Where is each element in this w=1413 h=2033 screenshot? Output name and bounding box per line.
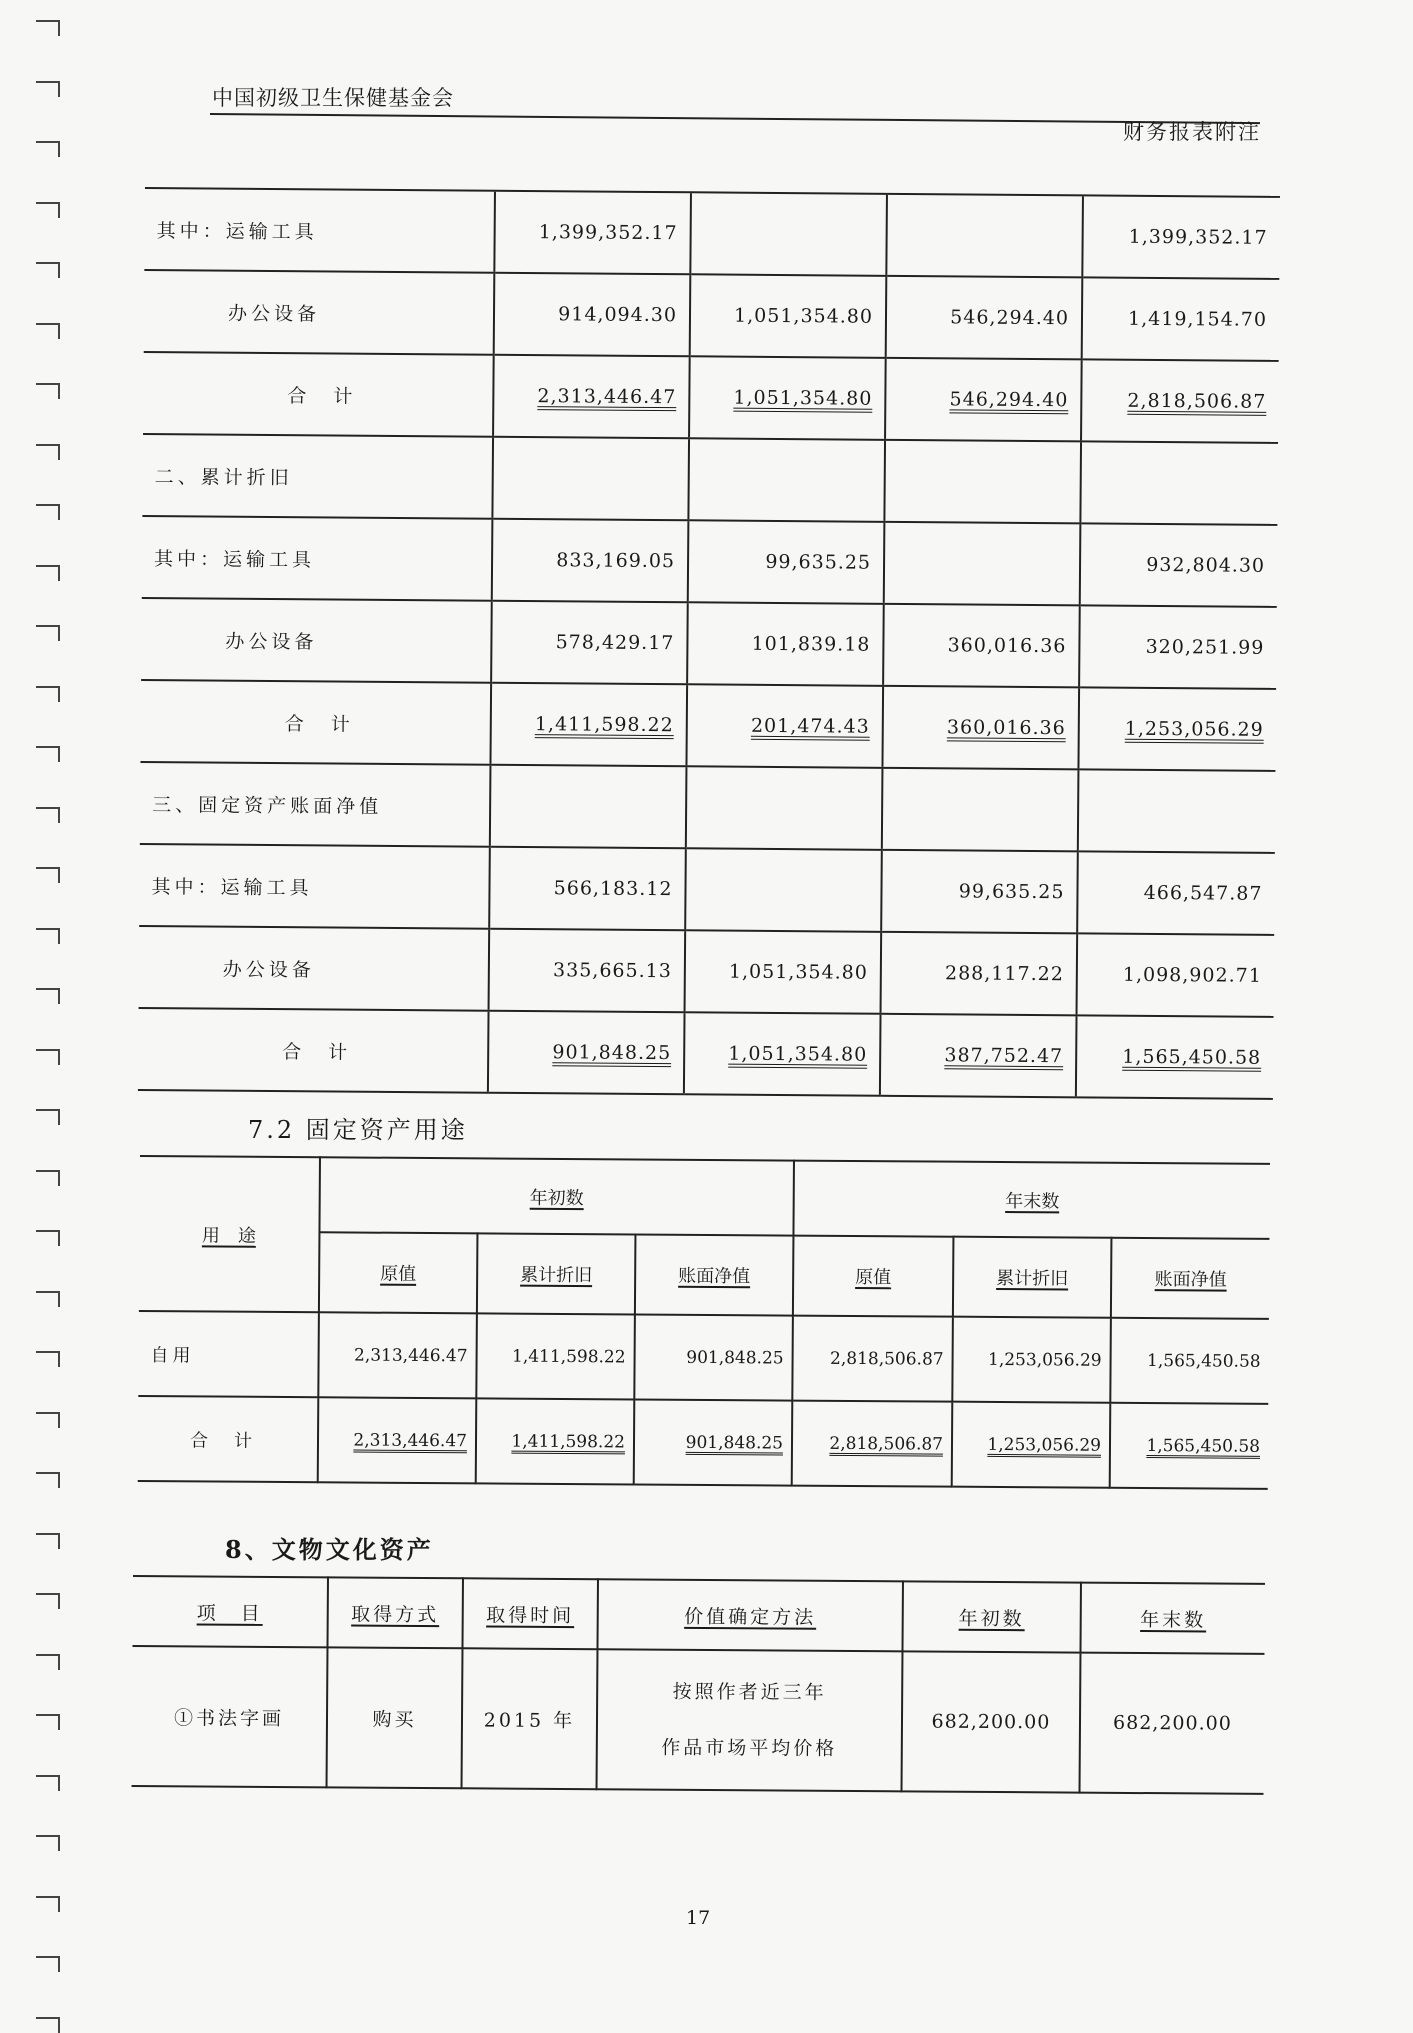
table-row — [138, 1396, 1269, 1489]
cell: 901,848.25 — [634, 1314, 793, 1400]
row-label: 合 计 — [138, 1396, 319, 1482]
cell: 466,547.87 — [1077, 851, 1275, 935]
begin-group-header: 年初数 — [319, 1157, 794, 1235]
cell — [1080, 441, 1278, 525]
cell: 99,635.25 — [688, 520, 885, 604]
cell: 288,117.22 — [881, 932, 1078, 1016]
cell — [686, 766, 883, 850]
cell: 1,051,354.80 — [689, 356, 886, 440]
acquire-method-cell: 购买 — [327, 1647, 463, 1788]
cell: 2,818,506.87 — [792, 1316, 953, 1402]
begin-value-cell: 682,200.00 — [902, 1651, 1081, 1792]
cell: 1,253,056.29 — [952, 1317, 1111, 1403]
row-label: 办公设备 — [141, 598, 492, 683]
binding-holes — [36, 20, 66, 1980]
table-row — [141, 598, 1277, 689]
cell — [685, 848, 882, 932]
cell: 335,665.13 — [489, 929, 686, 1013]
section-8-title: 8、文物文化资产 — [225, 1535, 434, 1564]
cell — [490, 765, 687, 849]
cell: 99,635.25 — [881, 850, 1078, 934]
table-row — [140, 680, 1276, 771]
item-cell: ①书法字画 — [132, 1646, 328, 1787]
table-row — [142, 434, 1278, 525]
sub-header: 账面净值 — [635, 1234, 794, 1315]
fixed-asset-usage-table — [138, 1155, 1270, 1490]
cell: 1,411,598.22 — [476, 1398, 635, 1484]
row-label: 办公设备 — [139, 926, 490, 1011]
table-row — [139, 926, 1275, 1017]
cell: 1,253,056.29 — [952, 1402, 1111, 1488]
cell: 1,253,056.29 — [1078, 687, 1276, 771]
cell: 2,818,506.87 — [1081, 359, 1279, 443]
cell: 1,419,154.70 — [1082, 277, 1280, 361]
cell: 1,565,450.58 — [1110, 1403, 1269, 1489]
row-label: 其中：运输工具 — [144, 188, 495, 273]
cell: 1,565,450.58 — [1110, 1318, 1269, 1404]
cell: 914,094.30 — [494, 273, 691, 357]
table-row — [143, 352, 1279, 443]
section-7-2-title: 7.2 固定资产用途 — [248, 1116, 468, 1144]
page-number: 17 — [686, 1907, 711, 1929]
col-header: 项 目 — [133, 1576, 328, 1647]
row-label: 三、固定资产账面净值 — [140, 762, 491, 847]
cell — [884, 522, 1081, 606]
table-row — [144, 270, 1280, 361]
cell: 578,429.17 — [491, 601, 688, 685]
cell: 1,565,450.58 — [1076, 1015, 1274, 1099]
cell: 1,399,352.17 — [494, 191, 691, 275]
col-header: 价值确定方法 — [597, 1579, 902, 1651]
cell: 1,051,354.80 — [685, 930, 882, 1014]
cell: 546,294.40 — [885, 358, 1082, 442]
valuation-cell — [597, 1649, 903, 1791]
sub-header: 原值 — [319, 1232, 478, 1313]
row-label: 其中：运输工具 — [142, 516, 493, 601]
cell: 546,294.40 — [886, 276, 1083, 360]
cell — [1078, 769, 1276, 853]
sub-header: 原值 — [793, 1236, 954, 1317]
end-group-header: 年末数 — [793, 1161, 1270, 1239]
sub-header: 累计折旧 — [953, 1237, 1112, 1318]
valuation-line-1: 按照作者近三年 — [672, 1680, 827, 1704]
cell: 2,313,446.47 — [318, 1397, 477, 1483]
sub-header: 账面净值 — [1111, 1238, 1270, 1319]
table-row — [138, 1311, 1269, 1404]
sub-header: 累计折旧 — [477, 1233, 636, 1314]
cell: 566,183.12 — [489, 847, 686, 931]
table-row — [132, 1646, 1265, 1794]
row-label: 二、累计折旧 — [142, 434, 493, 519]
cell — [882, 768, 1079, 852]
cell — [690, 192, 887, 276]
cell: 2,313,446.47 — [318, 1312, 477, 1398]
cell: 901,848.25 — [488, 1011, 685, 1095]
cell — [492, 437, 689, 521]
cell: 1,051,354.80 — [684, 1012, 881, 1096]
valuation-line-2: 作品市场平均价格 — [661, 1736, 838, 1760]
cell: 1,399,352.17 — [1082, 195, 1280, 279]
table-row — [138, 1008, 1274, 1099]
cell: 901,848.25 — [634, 1399, 793, 1485]
cell: 932,804.30 — [1080, 523, 1278, 607]
row-label: 自用 — [138, 1311, 319, 1397]
usage-header: 用 途 — [139, 1156, 320, 1312]
cell: 387,752.47 — [880, 1014, 1077, 1098]
fixed-asset-table — [138, 187, 1280, 1100]
row-label: 其中：运输工具 — [139, 844, 490, 929]
col-header: 年末数 — [1080, 1583, 1264, 1654]
table-row — [142, 516, 1278, 607]
table-row — [140, 762, 1276, 853]
cell: 101,839.18 — [687, 602, 884, 686]
cell: 1,411,598.22 — [476, 1313, 635, 1399]
cell — [688, 438, 885, 522]
row-label: 办公设备 — [144, 270, 495, 355]
cultural-asset-table — [132, 1575, 1265, 1795]
row-label: 合 计 — [140, 680, 491, 765]
cell: 360,016.36 — [883, 604, 1080, 688]
cell: 1,411,598.22 — [490, 683, 687, 767]
row-label: 合 计 — [138, 1008, 489, 1093]
end-value-cell: 682,200.00 — [1080, 1653, 1265, 1794]
doc-title: 财务报表附注 — [1123, 120, 1261, 144]
cell: 360,016.36 — [882, 686, 1079, 770]
org-name: 中国初级卫生保健基金会 — [212, 86, 454, 110]
table-row — [139, 844, 1275, 935]
table-row — [144, 188, 1280, 279]
cell: 2,313,446.47 — [493, 355, 690, 439]
cell — [884, 440, 1081, 524]
cell: 2,818,506.87 — [792, 1401, 953, 1487]
row-label: 合 计 — [143, 352, 494, 437]
col-header: 取得时间 — [462, 1578, 597, 1649]
cell: 1,098,902.71 — [1077, 933, 1275, 1017]
col-header: 年初数 — [902, 1581, 1080, 1652]
cell: 320,251.99 — [1079, 605, 1277, 689]
col-header: 取得方式 — [327, 1577, 462, 1648]
acquire-time-cell: 2015 年 — [462, 1648, 598, 1789]
cell: 201,474.43 — [686, 684, 883, 768]
header-rule — [210, 113, 1260, 124]
cell — [886, 194, 1083, 278]
cell: 833,169.05 — [492, 519, 689, 603]
cell: 1,051,354.80 — [690, 274, 887, 358]
